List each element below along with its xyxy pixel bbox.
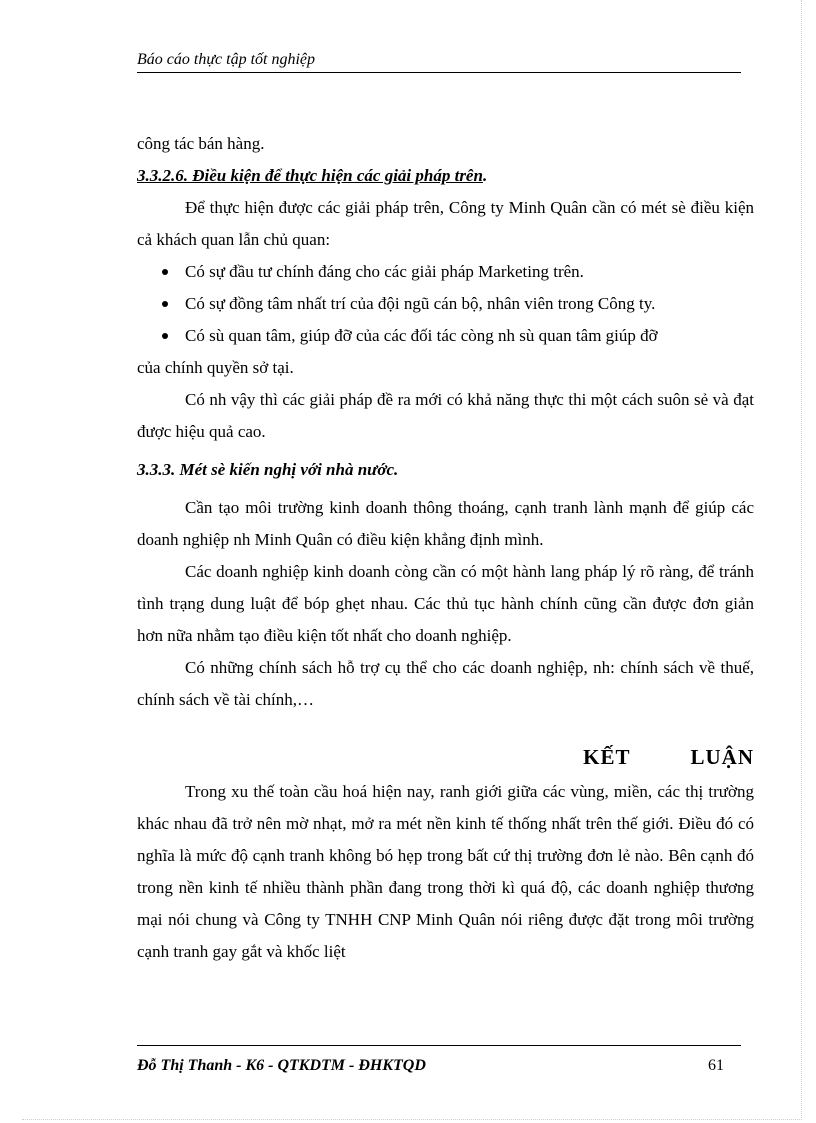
bullet-text: Có sự đồng tâm nhất trí của đội ngũ cán bộ, nhân viên trong Công ty. [185,294,656,313]
footer-divider [137,1045,741,1046]
paragraph-bullet-continuation: của chính quyền sở tại. [137,358,294,377]
bullet-icon [137,288,185,320]
page-header: Báo cáo thực tập tốt nghiệp [137,50,741,73]
footer-author: Đỗ Thị Thanh - K6 - QTKDTM - ĐHKTQD [137,1057,426,1074]
page-number: 61 [708,1057,724,1074]
section-heading-text: 3.3.2.6. Điều kiện để thực hiện các giải pháp trên [137,166,483,185]
bullet-icon [137,320,185,352]
paragraph-environment: Cần tạo môi trường kinh doanh thông thoáng, cạnh tranh lành mạnh để giúp các doanh nghiệp nh Minh Quân có điều kiện khẳng định mình. [137,498,754,549]
bullet-icon [137,256,185,288]
bullet-text: Có sù quan tâm, giúp đỡ của các đối tác còng nh sù quan tâm giúp đỡ [185,326,658,345]
paragraph-summary: Có nh vậy thì các giải pháp đề ra mới có khả năng thực thi một cách suôn sẻ và đạt được hiệu quả cao. [137,390,754,441]
paragraph-continuation: công tác bán hàng. [137,134,265,153]
conclusion-title [137,742,754,772]
bullet-item [137,320,754,352]
section-heading-3-3-2-6 [137,160,754,192]
section-heading-period: . [482,166,488,185]
paragraph-conditions: Để thực hiện được các giải pháp trên, Công ty Minh Quân cần có mét sè điều kiện cả khách quan lẫn chủ quan: [137,198,754,249]
bullet-item [137,256,754,288]
bullet-text: Có sự đầu tư chính đáng cho các giải pháp Marketing trên. [185,262,584,281]
paragraph-legal: Các doanh nghiệp kinh doanh còng cần có một hành lang pháp lý rõ ràng, để tránh tình trạng dung luật để bóp ghẹt nhau. Các thủ tục hành chính cũng cần được đơn giản hơn nữa nhằm tạo điều kiện tốt nhất cho doanh nghiệp. [137,562,754,645]
conclusion-title-word: LUẬN [690,745,754,769]
paragraph-conclusion: Trong xu thế toàn cầu hoá hiện nay, ranh giới giữa các vùng, miền, các thị trường khác nhau đã trở nên mờ nhạt, mở ra mét nền kinh tế thống nhất trên thế giới. Điều đó có nghĩa là mức độ cạnh tranh không bó hẹp trong bất cứ thị trường đơn lẻ nào. Bên cạnh đó trong nền kinh tế nhiều thành phần đang trong thời kì quá độ, các doanh nghiệp thương mại nói chung và Công ty TNHH CNP Minh Quân nói riêng được đặt trong môi trường cạnh tranh gay gắt và khốc liệt [137,782,754,961]
paragraph-policy: Có những chính sách hỗ trợ cụ thể cho các doanh nghiệp, nh: chính sách về thuế, chính sách về tài chính,… [137,658,754,709]
document-body [137,128,754,968]
section-heading-3-3-3: 3.3.3. Mét sè kiến nghị với nhà nước. [137,460,399,479]
bullet-item [137,288,754,320]
conclusion-title-word: KẾT [583,745,631,769]
